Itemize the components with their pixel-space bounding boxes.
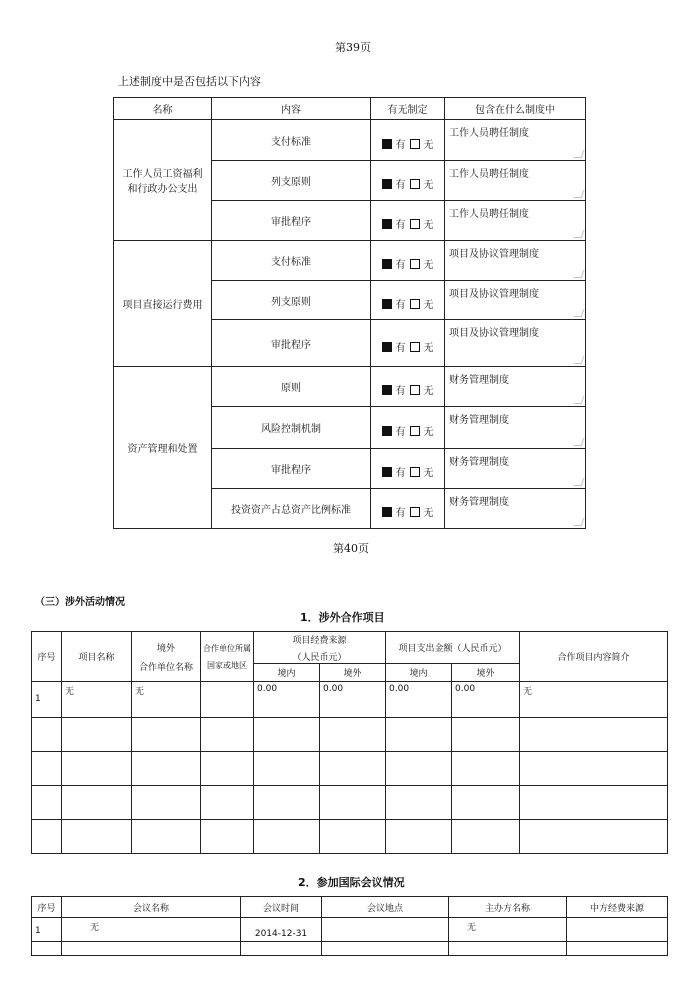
policy-field-value: 项目及协议管理制度 (449, 249, 539, 260)
table-row (114, 241, 586, 281)
r1-sp-domestic: 0.00 (386, 682, 452, 718)
header-policy: 包含在什么制度中 (445, 98, 586, 120)
label-no: 无 (423, 508, 434, 519)
policy-field-value: 工作人员聘任制度 (449, 128, 529, 139)
label-yes: 有 (395, 299, 406, 311)
checkbox-yes[interactable] (382, 219, 392, 229)
h-src-domestic: 境内 (254, 664, 320, 682)
label-yes: 有 (395, 508, 406, 519)
resize-handle-icon[interactable] (574, 356, 585, 364)
policy-field[interactable] (445, 281, 586, 320)
label-yes: 有 (395, 427, 406, 438)
policy-field-value: 财务管理制度 (449, 375, 509, 386)
label-yes: 有 (395, 386, 406, 397)
checkbox-no[interactable] (410, 259, 420, 269)
c-h-host: 主办方名称 (449, 897, 567, 918)
policy-header-row (114, 98, 586, 120)
c-h-funding: 中方经费来源 (567, 897, 668, 918)
checkbox-yes[interactable] (382, 139, 392, 149)
policy-content: 审批程序 (212, 201, 371, 241)
resize-handle-icon[interactable] (574, 518, 585, 526)
c-r1-time: 2014-12-31 (241, 918, 322, 942)
policy-content: 列支原则 (212, 281, 371, 320)
h-seq: 序号 (32, 632, 62, 682)
resize-handle-icon[interactable] (574, 150, 585, 158)
policy-field-value: 项目及协议管理制度 (449, 289, 539, 300)
policy-has-choice[interactable] (371, 367, 445, 407)
r1-src-abroad: 0.00 (320, 682, 386, 718)
intro-text: 上述制度中是否包括以下内容 (118, 75, 261, 88)
h-partner-line1: 境外 (156, 643, 175, 654)
policy-has-choice[interactable] (371, 489, 445, 529)
header-name: 名称 (114, 98, 212, 120)
label-no: 无 (423, 299, 434, 311)
checkbox-yes[interactable] (382, 299, 392, 309)
r1-intro: 无 (520, 682, 668, 718)
label-no: 无 (423, 139, 434, 151)
c-h-name: 会议名称 (62, 897, 241, 918)
checkbox-yes[interactable] (382, 467, 392, 477)
policy-has-choice[interactable] (371, 320, 445, 367)
policy-field[interactable] (445, 407, 586, 449)
policy-field[interactable] (445, 120, 586, 161)
policy-content: 投资资产占总资产比例标准 (212, 489, 371, 529)
policy-field-value: 财务管理制度 (449, 497, 509, 508)
resize-handle-icon[interactable] (574, 478, 585, 486)
resize-handle-icon[interactable] (574, 190, 585, 198)
c-h-time: 会议时间 (241, 897, 322, 918)
foreign-projects-table (31, 631, 668, 854)
label-no: 无 (423, 342, 434, 354)
policy-field[interactable] (445, 489, 586, 529)
h-intro: 合作项目内容简介 (520, 632, 668, 682)
table-row (32, 820, 668, 854)
c-r1-funding (567, 918, 668, 942)
table-row (32, 682, 668, 718)
page-number-39: 第39页 (335, 41, 371, 54)
policy-content: 审批程序 (212, 449, 371, 489)
policy-field[interactable] (445, 201, 586, 241)
policy-content: 支付标准 (212, 241, 371, 281)
c-h-seq: 序号 (32, 897, 62, 918)
c-r1-host: 无 (449, 918, 567, 942)
r1-partner: 无 (132, 682, 201, 718)
h-funding-line2: （人民币元） (292, 652, 347, 663)
h-country-line1: 合作单位所属 (203, 643, 251, 653)
checkbox-yes[interactable] (382, 385, 392, 395)
label-yes: 有 (395, 468, 406, 479)
policy-group-name: 项目直接运行费用 (114, 241, 212, 367)
label-no: 无 (423, 386, 434, 397)
checkbox-no[interactable] (410, 179, 420, 189)
policy-has-choice[interactable] (371, 407, 445, 449)
policy-field-value: 财务管理制度 (449, 415, 509, 426)
policy-content: 风险控制机制 (212, 407, 371, 449)
checkbox-no[interactable] (410, 139, 420, 149)
policy-group-name: 工作人员工资福利和行政办公支出 (114, 120, 212, 241)
conferences-title: 2．参加国际会议情况 (298, 876, 405, 889)
h-country-line2: 国家或地区 (207, 660, 247, 670)
c-r1-seq: 1 (32, 918, 62, 942)
policy-field-value: 工作人员聘任制度 (449, 209, 529, 220)
c-r1-name: 无 (62, 918, 241, 942)
header-has: 有无制定 (371, 98, 445, 120)
policy-has-choice[interactable] (371, 201, 445, 241)
table-row (114, 120, 586, 161)
policy-content: 原则 (212, 367, 371, 407)
policy-content: 支付标准 (212, 120, 371, 161)
resize-handle-icon[interactable] (574, 309, 585, 317)
checkbox-no[interactable] (410, 219, 420, 229)
policy-field[interactable] (445, 367, 586, 407)
policy-has-choice[interactable] (371, 161, 445, 201)
label-yes: 有 (395, 342, 406, 354)
resize-handle-icon[interactable] (574, 270, 585, 278)
h-src-abroad: 境外 (320, 664, 386, 682)
policy-group-name: 资产管理和处置 (114, 367, 212, 529)
policy-field[interactable] (445, 241, 586, 281)
checkbox-no[interactable] (410, 299, 420, 309)
resize-handle-icon[interactable] (574, 230, 585, 238)
checkbox-no[interactable] (410, 385, 420, 395)
checkbox-yes[interactable] (382, 259, 392, 269)
label-no: 无 (423, 180, 434, 191)
policy-has-choice[interactable] (371, 449, 445, 489)
h-project-name: 项目名称 (62, 632, 132, 682)
h-country (201, 632, 254, 682)
h-funding-source (254, 632, 386, 664)
table-row (32, 942, 668, 956)
h-sp-abroad: 境外 (452, 664, 520, 682)
label-yes: 有 (395, 139, 406, 151)
h-funding-line1: 项目经费来源 (292, 635, 347, 646)
checkbox-no[interactable] (410, 467, 420, 477)
c-h-place: 会议地点 (322, 897, 449, 918)
policy-field-value: 财务管理制度 (449, 457, 509, 468)
r1-seq: 1 (32, 682, 62, 718)
label-no: 无 (423, 468, 434, 479)
r1-name: 无 (62, 682, 132, 718)
r1-country (201, 682, 254, 718)
table-row (32, 786, 668, 820)
resize-handle-icon[interactable] (574, 438, 585, 446)
policy-field-value: 工作人员聘任制度 (449, 169, 529, 180)
label-no: 无 (423, 260, 434, 271)
policy-content: 审批程序 (212, 320, 371, 367)
checkbox-no[interactable] (410, 342, 420, 352)
table-row (32, 918, 668, 942)
policy-field[interactable] (445, 161, 586, 201)
header-content: 内容 (212, 98, 371, 120)
checkbox-yes[interactable] (382, 342, 392, 352)
checkbox-no[interactable] (410, 426, 420, 436)
checkbox-yes[interactable] (382, 179, 392, 189)
checkbox-no[interactable] (410, 507, 420, 517)
policy-has-choice[interactable] (371, 120, 445, 161)
policy-has-choice[interactable] (371, 241, 445, 281)
label-yes: 有 (395, 220, 406, 231)
label-no: 无 (423, 427, 434, 438)
policy-field[interactable] (445, 320, 586, 367)
table-row (32, 718, 668, 752)
table-row (114, 367, 586, 407)
policy-field[interactable] (445, 449, 586, 489)
h-partner-line2: 合作单位名称 (138, 662, 193, 673)
conferences-table (31, 896, 668, 956)
label-yes: 有 (395, 180, 406, 191)
label-no: 无 (423, 220, 434, 231)
policy-field-value: 项目及协议管理制度 (449, 328, 539, 339)
checkbox-yes[interactable] (382, 507, 392, 517)
h-spending: 项目支出金额（人民币元） (386, 632, 520, 664)
policy-table (113, 97, 586, 529)
resize-handle-icon[interactable] (574, 396, 585, 404)
page-number-40: 第40页 (333, 542, 369, 555)
h-partner (132, 632, 201, 682)
policy-has-choice[interactable] (371, 281, 445, 320)
r1-sp-abroad: 0.00 (452, 682, 520, 718)
foreign-projects-title: 1．涉外合作项目 (300, 611, 385, 624)
policy-content: 列支原则 (212, 161, 371, 201)
h-sp-domestic: 境内 (386, 664, 452, 682)
section-title: （三）涉外活动情况 (35, 597, 125, 608)
c-r1-place (322, 918, 449, 942)
r1-src-domestic: 0.00 (254, 682, 320, 718)
checkbox-yes[interactable] (382, 426, 392, 436)
table-row (32, 752, 668, 786)
label-yes: 有 (395, 260, 406, 271)
